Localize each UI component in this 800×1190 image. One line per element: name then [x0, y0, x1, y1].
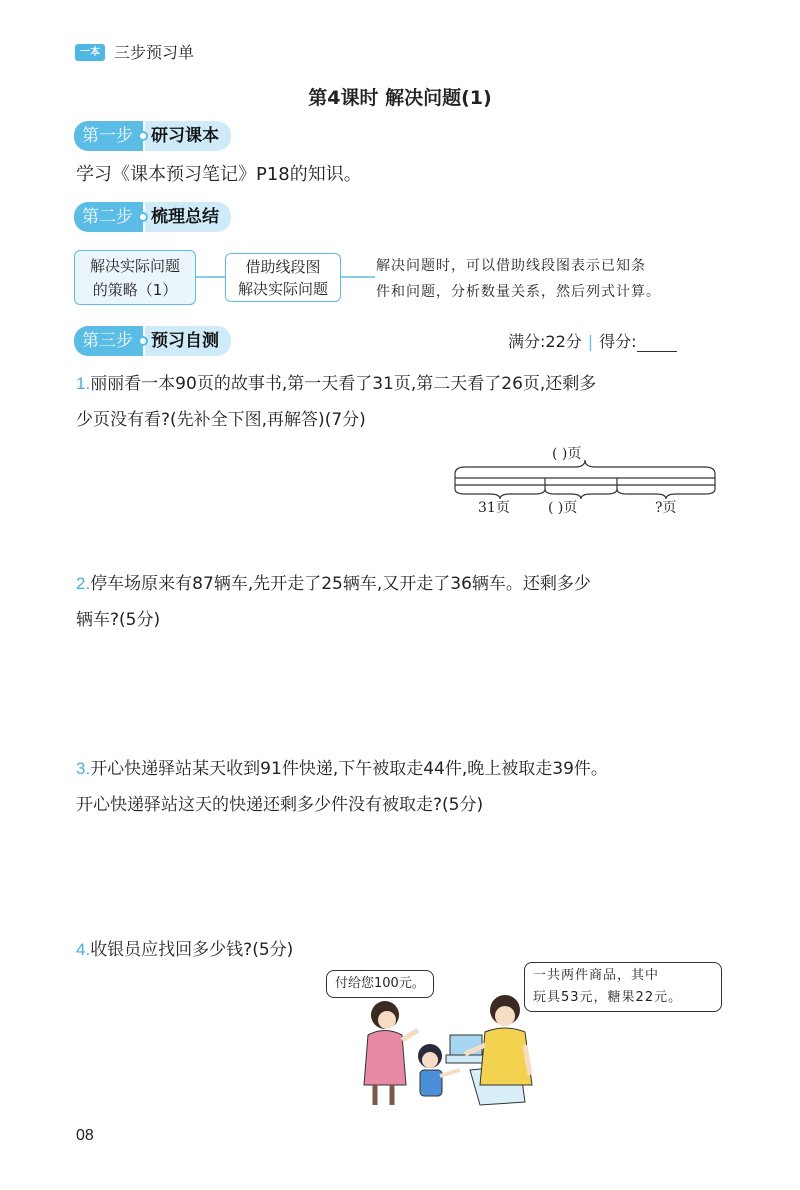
bubble-text: 一共两件商品，其中	[533, 968, 660, 983]
diagram-seg1-label: 31页	[478, 500, 510, 516]
question-3	[76, 751, 736, 823]
question-number: 1.	[76, 374, 91, 393]
question-text: 收银员应找回多少钱?(5分)	[90, 940, 294, 960]
page-number: 08	[76, 1127, 94, 1144]
step-dot-icon	[138, 336, 148, 346]
question-text: 开心快递驿站这天的快递还剩多少件没有被取走?(5分)	[76, 795, 484, 815]
diagram-top-label: ( )页	[552, 446, 582, 462]
question-number: 3.	[76, 759, 91, 778]
diagram-seg2-label: ( )页	[548, 500, 578, 516]
step-dot-icon	[138, 131, 148, 141]
concept-box-line: 解决实际问题	[237, 280, 328, 298]
lesson-title: 第4课时 解决问题(1)	[308, 87, 492, 109]
full-score: 满分:22分	[508, 332, 582, 351]
bubble-text: 玩具53元，糖果22元。	[533, 990, 683, 1005]
concept-box-strategy	[74, 250, 196, 305]
brand-badge: 一本	[75, 44, 105, 61]
step-name: 预习自测	[145, 326, 231, 356]
speech-bubble-right	[524, 962, 722, 1012]
question-1	[76, 366, 736, 438]
connector-line	[341, 262, 375, 282]
header-title: 三步预习单	[114, 43, 195, 62]
step-label: 第一步	[74, 121, 143, 151]
question-text: 开心快递驿站某天收到91件快递,下午被取走44件,晚上被取走39件。	[90, 759, 608, 779]
concept-note	[376, 253, 706, 305]
question-text: 丽丽看一本90页的故事书,第一天看了31页,第二天看了26页,还剩多	[90, 374, 597, 394]
step-label: 第三步	[74, 326, 143, 356]
connector-line	[196, 262, 226, 282]
concept-box-line: 解决实际问题	[89, 257, 180, 275]
score-blank[interactable]	[637, 336, 677, 352]
bubble-text: 付给您100元。	[335, 976, 425, 991]
question-2	[76, 566, 736, 638]
step-label: 第二步	[74, 202, 143, 232]
concept-note-line: 解决问题时，可以借助线段图表示已知条	[376, 258, 646, 274]
score-divider: |	[587, 332, 594, 351]
got-score-label: 得分:	[599, 332, 637, 351]
question-text: 少页没有看?(先补全下图,再解答)(7分)	[76, 410, 366, 430]
step-2-tag	[74, 202, 231, 232]
step-3-tag	[74, 326, 231, 356]
diagram-seg3-label: ?页	[655, 500, 677, 516]
question-text: 停车场原来有87辆车,先开走了25辆车,又开走了36辆车。还剩多少	[90, 574, 591, 594]
step-name: 研习课本	[145, 121, 231, 151]
question-text: 辆车?(5分)	[76, 610, 161, 630]
step-1-tag	[74, 121, 231, 151]
step-dot-icon	[138, 212, 148, 222]
question-number: 4.	[76, 940, 91, 959]
concept-box-line: 借助线段图	[245, 258, 321, 276]
question-number: 2.	[76, 574, 91, 593]
study-instruction: 学习《课本预习笔记》P18的知识。	[76, 164, 362, 185]
concept-box-line: 的策略（1）	[92, 281, 178, 299]
top-brace	[455, 460, 715, 474]
step-name: 梳理总结	[145, 202, 231, 232]
speech-bubble-left	[326, 970, 434, 998]
concept-note-line: 件和问题，分析数量关系，然后列式计算。	[376, 284, 661, 300]
concept-box-method	[225, 253, 341, 302]
score-line	[508, 329, 677, 352]
